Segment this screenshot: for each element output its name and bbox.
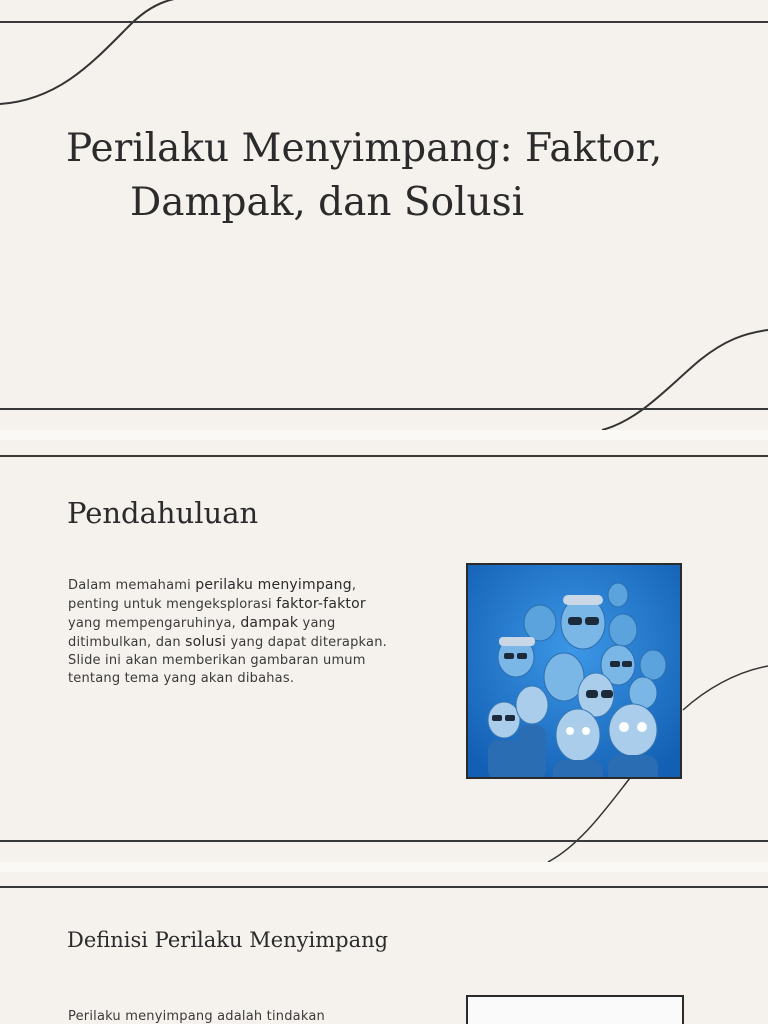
crowd-illustration-icon (468, 565, 680, 777)
slide-introduction (0, 440, 768, 862)
highlighted-term: dampak (240, 615, 299, 631)
presentation-title (66, 122, 666, 230)
slide-gap (0, 430, 768, 440)
slide-definition (0, 872, 768, 1024)
bottom-rule (0, 408, 768, 410)
paragraph-text: Dalam memahami (68, 578, 196, 593)
paragraph-text: yang mempengaruhinya, (68, 616, 241, 631)
crowd-illustration-image (466, 563, 682, 779)
highlighted-term: perilaku menyimpang (195, 577, 352, 593)
definition-paragraph: Perilaku menyimpang adalah tindakan (68, 1009, 325, 1024)
top-rule (0, 886, 768, 888)
highlighted-term: faktor-faktor (276, 596, 366, 612)
slide-title (0, 0, 768, 430)
paragraph-text: yang ditimbulkan, dan (68, 616, 336, 650)
title-line-2: Dampak, dan Solusi (130, 180, 525, 225)
top-rule (0, 21, 768, 23)
section-heading: Definisi Perilaku Menyimpang (67, 928, 389, 952)
paragraph-text: yang dapat diterapkan. Slide ini akan memberikan gambaran umum tentang tema yang akan dibahas. (68, 635, 387, 686)
top-rule (0, 455, 768, 457)
introduction-paragraph (68, 576, 388, 688)
slide-gap (0, 862, 768, 872)
title-line-1: Perilaku Menyimpang: Faktor, (66, 126, 663, 171)
highlighted-term: solusi (185, 634, 227, 650)
definition-image-frame (466, 995, 684, 1024)
paragraph-text: , penting untuk mengeksplorasi (68, 578, 357, 612)
section-heading: Pendahuluan (67, 496, 259, 530)
bottom-rule (0, 840, 768, 842)
